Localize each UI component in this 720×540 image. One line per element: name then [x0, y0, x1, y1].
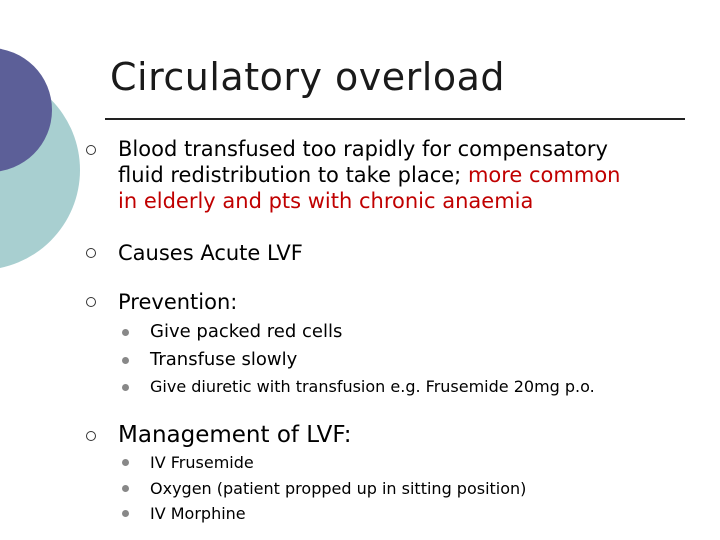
bullet-1-line-2-red: more common — [467, 163, 621, 187]
bullet-1-text — [118, 136, 688, 214]
bullet-2-text: Causes Acute LVF — [118, 241, 303, 265]
slide-title: Circulatory overload — [110, 55, 505, 99]
sub-bullet-marker — [122, 485, 129, 492]
bullet-marker-4 — [86, 431, 96, 441]
bullet-1-line-2 — [118, 162, 688, 188]
bullet-3-label: Prevention: — [118, 290, 238, 314]
decorative-circles — [0, 0, 80, 300]
bullet-1-line-2-black: fluid redistribution to take place; — [118, 163, 468, 187]
management-item-3: IV Morphine — [150, 504, 246, 523]
prevention-item-1: Give packed red cells — [150, 321, 343, 342]
sub-bullet-marker — [122, 459, 129, 466]
management-item-2: Oxygen (patient propped up in sitting position) — [150, 479, 527, 498]
bullet-marker-3 — [86, 297, 96, 307]
bullet-4-label: Management of LVF: — [118, 422, 352, 448]
bullet-marker-2 — [86, 248, 96, 258]
prevention-item-3: Give diuretic with transfusion e.g. Frusemide 20mg p.o. — [150, 377, 595, 396]
bullet-1-line-3: in elderly and pts with chronic anaemia — [118, 189, 534, 213]
sub-bullet-marker — [122, 510, 129, 517]
bullet-1-line-1: Blood transfused too rapidly for compensatory — [118, 137, 608, 161]
sub-bullet-marker — [122, 357, 129, 364]
title-underline — [105, 118, 685, 120]
prevention-item-2: Transfuse slowly — [150, 349, 298, 370]
management-item-1: IV Frusemide — [150, 453, 254, 472]
sub-bullet-marker — [122, 384, 129, 391]
bullet-marker-1 — [86, 145, 96, 155]
sub-bullet-marker — [122, 329, 129, 336]
